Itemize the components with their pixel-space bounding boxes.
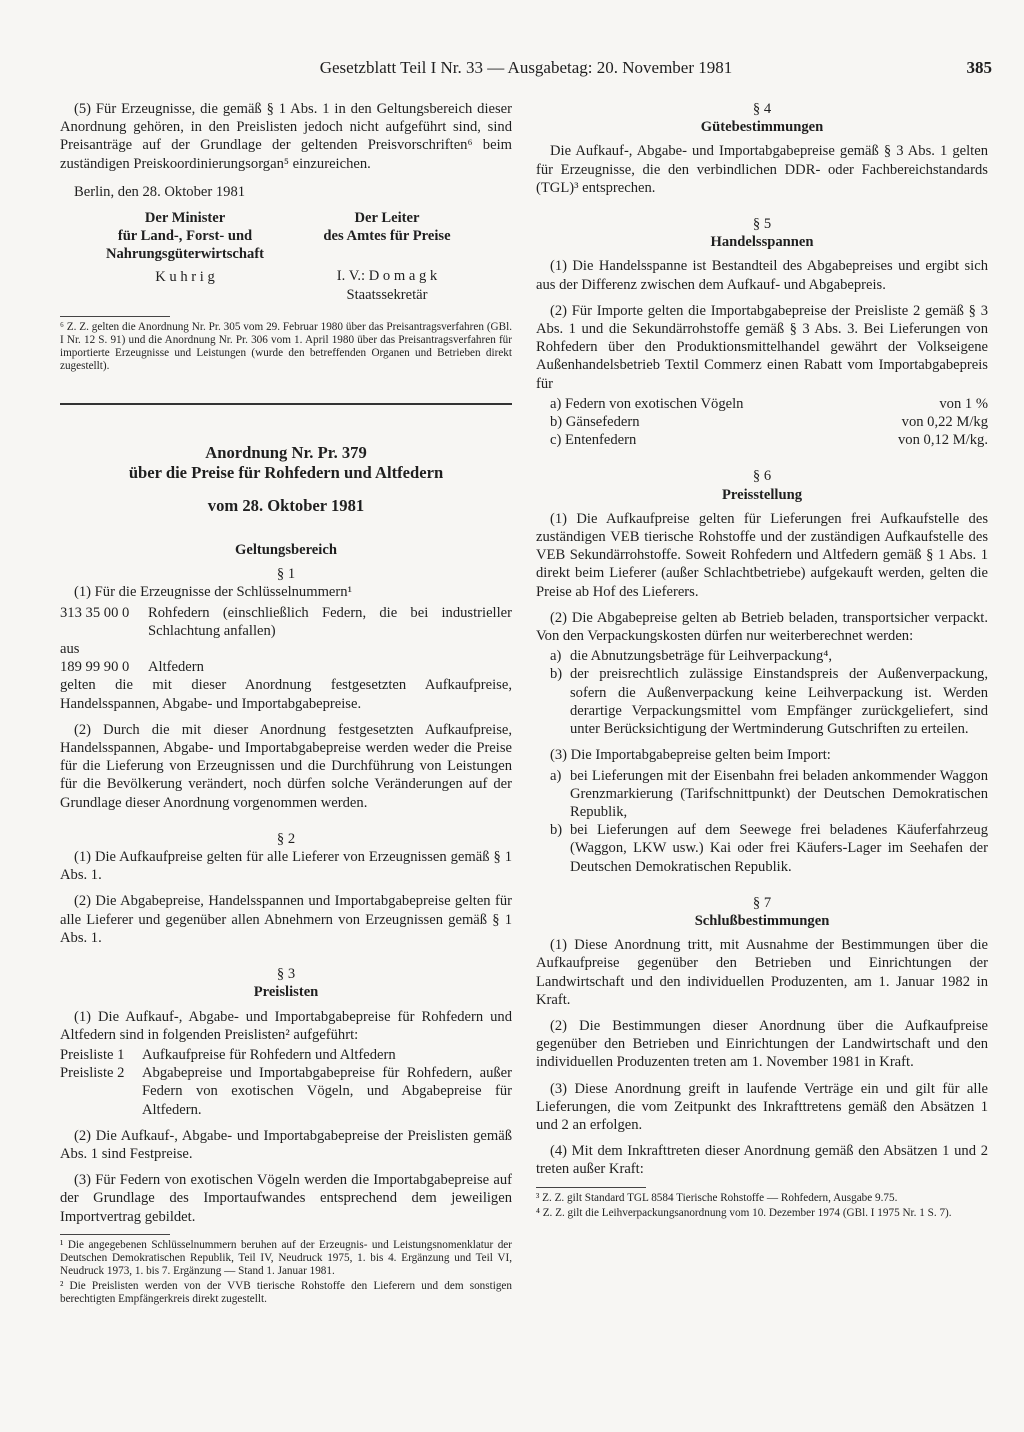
page-number: 385 bbox=[966, 58, 992, 77]
heading-schlussbestimmungen: Schlußbestimmungen bbox=[694, 912, 830, 929]
section-7: § 7 bbox=[752, 894, 772, 911]
list-item bbox=[536, 767, 988, 822]
s4-para: Die Aufkauf-, Abgabe- und Importabgabepreise gemäß § 3 Abs. 1 gelten für Erzeugnisse, die den verbindlichen DDR- oder Fachbereichstandards (TGL)³ entsprechen. bbox=[536, 143, 988, 196]
heading-preislisten: Preislisten bbox=[253, 984, 319, 1001]
paragraph-5: (5) Für Erzeugnisse, die gemäß § 1 Abs. 1 in den Geltungsbereich dieser Anordnung gehören, in den Preislisten jedoch nicht aufgeführt sind, sind Preisanträge auf der Grundlage der geltenden Preisvorschriften⁶ beim zuständigen Preiskoordinierungsorgan⁵ einzureichen. bbox=[60, 101, 512, 172]
list-label: a) bbox=[550, 648, 562, 665]
section-4: § 4 bbox=[752, 101, 772, 117]
code-description: Rohfedern (einschließlich Federn, die bei industrieller Schlachtung anfallen) bbox=[148, 604, 512, 639]
s1-para-2: (2) Durch die mit dieser Anordnung festgesetzten Aufkaufpreise, Handelsspannen, Abgabe- und Importabgabepreise werden weder die Preise für die Lieferung von Erzeugnissen und die Durchführung von Leistungen für die Bevölkerung verändert, noch dürfen solche Veränderungen auf der Grundlage dieser Anordnung vorgenommen werden. bbox=[60, 721, 512, 811]
preisliste-description: Abgabepreise und Importabgabepreise für Rohfedern, außer Federn von exotischen Vögeln, und Abgabepreise für Altfedern. bbox=[142, 1065, 512, 1118]
code-row bbox=[60, 658, 512, 676]
signer-name: I. V.: D o m a g k bbox=[336, 268, 438, 285]
list-item bbox=[536, 665, 988, 738]
s5-para-2: (2) Für Importe gelten die Importabgabepreise der Preisliste 2 gemäß § 3 Abs. 1 und die Sekundärrohstoffe gemäß § 3 Abs. 3. Bei Lieferungen von Rohfedern über den Produktionsmittelhandel gewährt der Volkseigene Außenhandelsbetrieb Textil Commerz einen Rabatt vom Importabgabepreis für bbox=[536, 302, 988, 392]
heading-handelsspannen: Handelsspannen bbox=[710, 234, 814, 251]
s6-para-3: (3) Die Importabgabepreise gelten beim Import: bbox=[550, 747, 831, 764]
rate-label: a) Federn von exotischen Vögeln bbox=[550, 395, 744, 412]
preisliste-row bbox=[60, 1046, 512, 1064]
document-title: Anordnung Nr. Pr. 379 bbox=[205, 442, 367, 462]
rate-row bbox=[536, 431, 988, 449]
preisliste-row bbox=[60, 1064, 512, 1119]
preisliste-label: Preisliste 1 bbox=[60, 1046, 125, 1063]
preisliste-label: Preisliste 2 bbox=[60, 1065, 125, 1082]
footnote-1: ¹ Die angegebenen Schlüsselnummern beruhen auf der Erzeugnis- und Leistungsnomenklatur der Deutschen Demokratischen Republik, Teil IV, Neudruck 1975, 1. bis 4. Ergänzung und Teil VI, Neudruck 1973, 1. bis 7. Ergänzung — Stand 1. Januar 1981. bbox=[60, 1238, 512, 1277]
signature-leiter bbox=[292, 209, 482, 304]
rate-value: von 0,12 M/kg. bbox=[898, 432, 988, 449]
s2-para-1: (1) Die Aufkaufpreise gelten für alle Lieferer von Erzeugnissen gemäß § 1 Abs. 1. bbox=[60, 849, 512, 884]
s5-para-1: (1) Die Handelsspanne ist Bestandteil des Abgabepreises und ergibt sich aus der Differenz zwischen dem Aufkauf- und Abgabepreis. bbox=[536, 258, 988, 293]
s1-para-1: (1) Für die Erzeugnisse der Schlüsselnummern¹ bbox=[74, 584, 352, 601]
place-date: Berlin, den 28. Oktober 1981 bbox=[74, 183, 246, 200]
rate-label: c) Entenfedern bbox=[550, 432, 637, 449]
footnote-4: ⁴ Z. Z. gilt die Leihverpackungsanordnung vom 10. Dezember 1974 (GBl. I 1975 Nr. 1 S. 7). bbox=[536, 1206, 952, 1219]
sign-line: für Land-, Forst- und bbox=[117, 228, 253, 245]
s3-para-3: (3) Für Federn von exotischen Vögeln werden die Importabgabepreise auf der Grundlage des Importaufwandes entsprechend dem jeweiligen Importvertrag gebildet. bbox=[60, 1172, 512, 1225]
code-number: 313 35 00 0 bbox=[60, 604, 130, 621]
s3-para-1: (1) Die Aufkauf-, Abgabe- und Importabgabepreise für Rohfedern und Altfedern sind in folgenden Preislisten² aufgeführt: bbox=[60, 1008, 512, 1043]
list-label: a) bbox=[550, 767, 562, 784]
rate-row bbox=[536, 395, 988, 413]
heading-geltungsbereich: Geltungsbereich bbox=[235, 542, 337, 559]
header-title: Gesetzblatt Teil I Nr. 33 — Ausgabetag: 20. November 1981 bbox=[319, 58, 733, 77]
sign-line: des Amtes für Preise bbox=[323, 228, 451, 245]
signatures bbox=[60, 209, 512, 304]
sign-line: Der Minister bbox=[144, 210, 226, 227]
rate-row bbox=[536, 413, 988, 431]
s1-para-1b: gelten die mit dieser Anordnung festgesetzten Aufkaufpreise, Handelsspannen, Abgabe- und Importabgabepreise. bbox=[60, 677, 512, 712]
footnote-2: ² Die Preislisten werden von der VVB tierische Rohstoffe den Lieferern und dem sonstigen berechtigten Empfängerkreis direkt zugestellt. bbox=[60, 1279, 512, 1305]
list-text: bei Lieferungen mit der Eisenbahn frei beladen ankommender Waggon Grenzmarkierung (Tarifschnittpunkt) der Deutschen Demokratischen Republik, bbox=[570, 767, 988, 820]
rate-label: b) Gänsefedern bbox=[550, 414, 640, 431]
heading-guetebestimmungen: Gütebestimmungen bbox=[700, 119, 824, 136]
aus-label: aus bbox=[60, 641, 80, 658]
s7-para-2: (2) Die Bestimmungen dieser Anordnung über die Aufkaufpreise gegenüber den Betrieben und Einrichtungen der Landwirtschaft und den individuellen Produzenten treten am 1. November 1981 in Kraft. bbox=[536, 1017, 988, 1071]
code-row bbox=[60, 604, 512, 640]
footnote-rule bbox=[536, 1187, 646, 1188]
section-5: § 5 bbox=[752, 216, 772, 233]
code-description: Altfedern bbox=[148, 659, 204, 676]
s3-para-2: (2) Die Aufkauf-, Abgabe- und Importabgabepreise der Preislisten gemäß Abs. 1 sind Festpreise. bbox=[60, 1127, 512, 1162]
list-label: b) bbox=[550, 666, 563, 683]
signature-minister bbox=[90, 209, 280, 304]
preisliste-description: Aufkaufpreise für Rohfedern und Altfedern bbox=[142, 1046, 396, 1063]
s6-para-1: (1) Die Aufkaufpreise gelten für Lieferungen frei Aufkaufstelle des zuständigen VEB tierische Rohstoffe und der zuständigen Aufkaufstelle des VEB Sekundärrohstoffe. Soweit Rohfedern und Altfedern gemäß § 1 Abs. 1 direkt beim Lieferer (außer Schlachtbetriebe) aufgekauft werden, gelten die Preise ab Hof des Lieferers. bbox=[536, 510, 988, 600]
footnote-6: ⁶ Z. Z. gelten die Anordnung Nr. Pr. 305 vom 29. Februar 1980 über das Preisantragsverfahren (GBl. I Nr. 12 S. 91) und die Anordnung Nr. Pr. 306 vom 1. April 1980 über das Preisantragsverfahren für importierte Erzeugnisse und Leistungen (wurde den betreffenden Organen und Betrieben direkt zugestellt). bbox=[60, 320, 512, 372]
signer-name: K u h r i g bbox=[155, 268, 215, 285]
left-column bbox=[60, 100, 512, 1308]
s6-para-2: (2) Die Abgabepreise gelten ab Betrieb beladen, transportsicher verpackt. Von den Verpackungskosten dürfen nur weiterberechnet werden: bbox=[536, 609, 988, 645]
sign-line: Nahrungsgüterwirtschaft bbox=[105, 246, 265, 263]
list-text: bei Lieferungen auf dem Seewege frei beladenes Käuferfahrzeug (Waggon, LKW usw.) Kai oder frei Käufers-Lager im Seehafen der Deutschen Demokratischen Republik. bbox=[570, 822, 988, 875]
code-number: 189 99 90 0 bbox=[60, 659, 130, 676]
document-date: vom 28. Oktober 1981 bbox=[207, 495, 365, 515]
section-2: § 2 bbox=[276, 830, 296, 847]
footnote-rule bbox=[60, 316, 170, 317]
list-item bbox=[536, 647, 988, 665]
section-3: § 3 bbox=[276, 966, 296, 983]
s7-para-3: (3) Diese Anordnung greift in laufende Verträge ein und gilt für alle Lieferungen, die vom Zeitpunkt des Inkrafttretens gemäß den Absätzen 1 und 2 an erfolgen. bbox=[536, 1080, 988, 1133]
document-subtitle: über die Preise für Rohfedern und Altfedern bbox=[128, 462, 444, 482]
list-item bbox=[536, 821, 988, 876]
s2-para-2: (2) Die Abgabepreise, Handelsspannen und Importabgabepreise gelten für alle Lieferer und gegenüber allen Abnehmern von Erzeugnissen gemäß § 1 Abs. 1. bbox=[60, 893, 512, 946]
section-separator bbox=[60, 403, 512, 405]
heading-preisstellung: Preisstellung bbox=[722, 486, 802, 503]
s7-para-4: (4) Mit dem Inkrafttreten dieser Anordnung gemäß den Absätzen 1 und 2 treten außer Kraft: bbox=[536, 1143, 988, 1178]
s7-para-1: (1) Diese Anordnung tritt, mit Ausnahme der Bestimmungen über die Aufkaufpreise gegenüber den Betrieben und Einrichtungen der Landwirtschaft und den individuellen Produzenten, am 1. Januar 1982 in Kraft. bbox=[536, 937, 988, 1008]
footnote-rule bbox=[60, 1234, 170, 1235]
right-column bbox=[536, 100, 988, 1222]
footnote-3: ³ Z. Z. gilt Standard TGL 8584 Tierische Rohstoffe — Rohfedern, Ausgabe 9.75. bbox=[536, 1191, 898, 1204]
section-1: § 1 bbox=[276, 566, 296, 583]
page-header bbox=[60, 58, 992, 84]
rate-value: von 0,22 M/kg bbox=[901, 414, 988, 431]
list-text: die Abnutzungsbeträge für Leihverpackung⁴, bbox=[570, 648, 833, 665]
section-6: § 6 bbox=[752, 468, 772, 485]
rate-value: von 1 % bbox=[939, 395, 988, 412]
sign-line: Der Leiter bbox=[354, 210, 420, 227]
list-label: b) bbox=[550, 822, 563, 839]
list-text: der preisrechtlich zulässige Einstandspreis der Außenverpackung, sofern die Außenverpackung keine Leihverpackung ist. Werden derartige Verpackungsmittel vom Empfänger zurückgeliefert, sind unter Berücksichtigung der Wertminderung Gutschriften zu erteilen. bbox=[570, 666, 988, 738]
signer-role: Staatssekretär bbox=[346, 286, 428, 303]
